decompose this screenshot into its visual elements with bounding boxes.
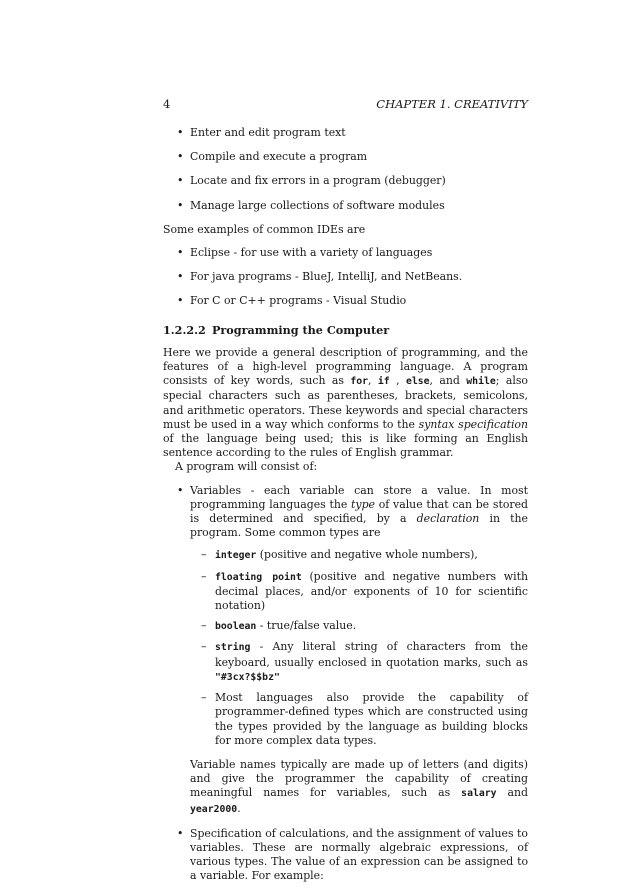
- text-run: Variable names typically are made up of letters (and digits) and give the programmer the capability of creating meaningful names for variables, such as: [190, 757, 528, 800]
- text-run: of the language being used; this is like forming an English sentence according to the rules of English grammar.: [163, 432, 528, 460]
- running-header: [163, 97, 528, 113]
- text-run: and: [496, 786, 528, 800]
- type-item: – Most languages also provide the capability of programmer-defined types which are constructed using the types provided by the language as building blocks for more complex data types.: [163, 691, 528, 748]
- emphasis: type: [351, 497, 375, 511]
- text-run: , and: [429, 374, 467, 388]
- keyword: while: [466, 376, 496, 388]
- code-example: year2000: [190, 803, 238, 815]
- text-run: ,: [368, 374, 378, 388]
- keyword: integer: [215, 550, 257, 562]
- section-number: 1.2.2.2: [163, 322, 206, 337]
- text-run: ; also special characters such as parentheses, brackets, semicolons, and arithmetic operators. These keywords and special characters must be used in a way which conforms to the: [163, 374, 528, 431]
- emphasis: syntax specification: [418, 417, 529, 431]
- text-run: (positive and negative numbers with decimal places, and/or exponents of 10 for scientific notation): [215, 569, 528, 613]
- ide-feature-list: [163, 126, 528, 213]
- code-example: "#3cx?$$bz": [215, 671, 280, 683]
- section-heading: [163, 323, 528, 337]
- keyword: string: [215, 642, 251, 654]
- list-item-variables: [163, 484, 528, 541]
- type-item: [163, 619, 528, 634]
- ide-example-list: [163, 246, 528, 309]
- text-run: (positive and negative whole numbers),: [256, 548, 478, 562]
- type-item: [163, 548, 528, 563]
- code-example: salary: [461, 788, 497, 800]
- keyword: if: [377, 376, 390, 388]
- keyword: else: [405, 376, 430, 388]
- text-run: Variables - each variable can store a value. In most programming languages the: [190, 483, 528, 511]
- text-run: - true/false value.: [256, 619, 357, 633]
- keyword: floating point: [215, 571, 302, 583]
- text-run: of value that can be stored is determined and specified, by a: [190, 497, 528, 526]
- list-item-calculations: • Specification of calculations, and the assignment of values to variables. These are normally algebraic expressions, of various types. The value of an expression can be assigned to a variable. For example:: [163, 827, 528, 884]
- paragraph-intro: [163, 346, 528, 461]
- text-run: Here we provide a general description of programming, and the features of a high-level programming language. A program consists of key words, such as: [163, 345, 528, 388]
- chapter-title: CHAPTER 1. CREATIVITY: [376, 97, 528, 111]
- list-item: • For java programs - BlueJ, IntelliJ, and NetBeans.: [163, 270, 528, 284]
- list-item: • Manage large collections of software modules: [163, 199, 528, 213]
- page-number: 4: [163, 97, 171, 111]
- list-item: • Compile and execute a program: [163, 150, 528, 164]
- type-list: [163, 548, 528, 747]
- page-body: [163, 126, 528, 894]
- type-item: [163, 640, 528, 685]
- paragraph-variable-names: [163, 758, 528, 817]
- keyword: for: [350, 376, 369, 388]
- ide-intro: Some examples of common IDEs are: [163, 222, 366, 236]
- section-title: Programming the Computer: [212, 322, 390, 337]
- list-item: • For C or C++ programs - Visual Studio: [163, 294, 528, 308]
- text-run: - Any literal string of characters from the keyboard, usually enclosed in quotation marks, such as: [215, 640, 528, 669]
- text-run: ,: [389, 374, 406, 388]
- list-item: • Eclipse - for use with a variety of languages: [163, 246, 528, 260]
- type-item: [163, 570, 528, 614]
- emphasis: declaration: [416, 512, 480, 526]
- keyword: boolean: [215, 621, 257, 633]
- paragraph-program: A program will consist of:: [175, 460, 318, 474]
- text-run: .: [237, 801, 241, 815]
- text-run: in the program. Some common types are: [190, 512, 528, 540]
- list-item: • Enter and edit program text: [163, 126, 528, 140]
- list-item: • Locate and fix errors in a program (debugger): [163, 174, 528, 188]
